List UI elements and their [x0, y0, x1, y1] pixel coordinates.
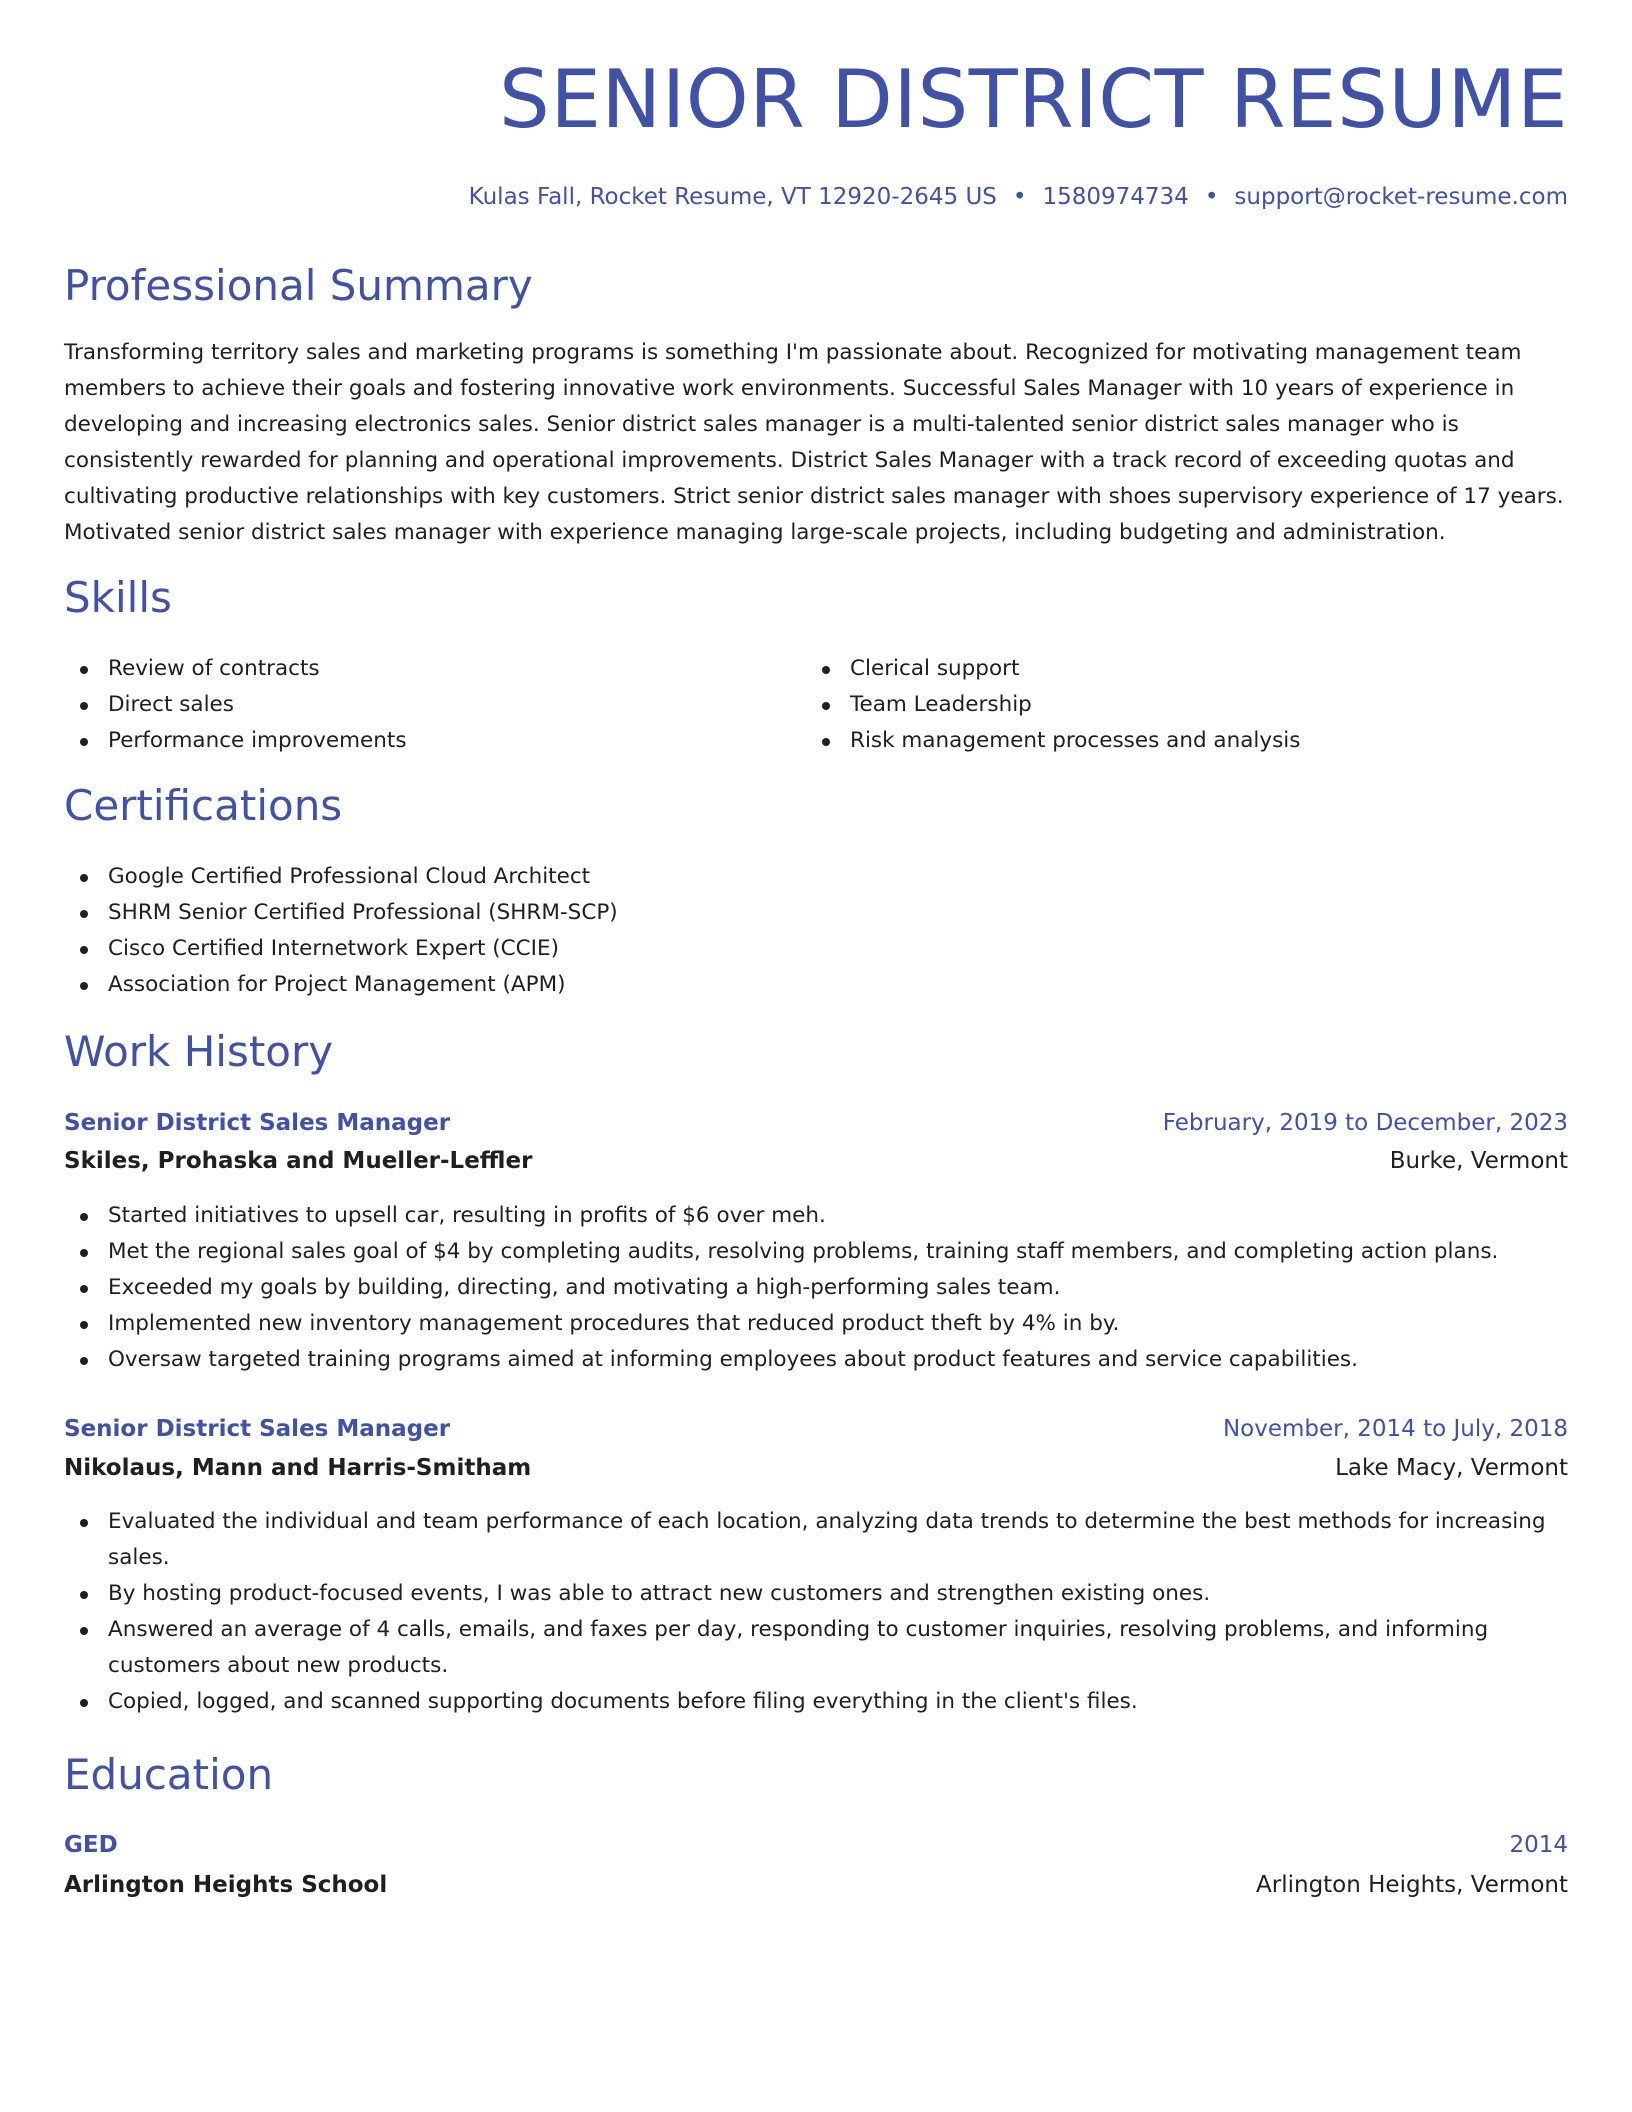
- skill-item: Direct sales: [64, 687, 764, 723]
- job-bullet: Answered an average of 4 calls, emails, and faxes per day, responding to customer inquiries, resolving problems, and informing customers about new products.: [64, 1612, 1568, 1684]
- summary-heading: Professional Summary: [64, 261, 533, 310]
- contact-line: [469, 180, 1568, 214]
- education-heading: Education: [64, 1750, 274, 1799]
- skill-item: Performance improvements: [64, 723, 764, 759]
- job-company-row: [64, 1142, 1568, 1180]
- certification-item: Google Certified Professional Cloud Architect: [64, 859, 1568, 895]
- job-bullet: Implemented new inventory management procedures that reduced product theft by 4% in by.: [64, 1306, 1568, 1342]
- job-company: Skiles, Prohaska and Mueller-Leffler: [64, 1148, 533, 1174]
- skill-item: Review of contracts: [64, 651, 764, 687]
- resume-title: SENIOR DISTRICT RESUME: [499, 53, 1568, 146]
- skills-list-left: [64, 651, 764, 759]
- contact-separator: •: [1012, 184, 1027, 210]
- skill-item: Team Leadership: [806, 687, 1568, 723]
- contact-phone: 1580974734: [1042, 184, 1189, 210]
- job-bullet: Started initiatives to upsell car, resulting in profits of $6 over meh.: [64, 1198, 1568, 1234]
- job-header-row: [64, 1104, 1568, 1142]
- skill-item: Risk management processes and analysis: [806, 723, 1568, 759]
- job-header-row: [64, 1410, 1568, 1448]
- job-location: Burke, Vermont: [1389, 1148, 1568, 1174]
- certifications-heading: Certifications: [64, 781, 343, 830]
- job-bullet: Evaluated the individual and team performance of each location, analyzing data trends to determine the best methods for increasing sales.: [64, 1504, 1568, 1576]
- contact-separator: •: [1204, 184, 1219, 210]
- education-school: Arlington Heights School: [64, 1872, 388, 1898]
- skill-item: Clerical support: [806, 651, 1568, 687]
- job-dates: November, 2014 to July, 2018: [1222, 1416, 1568, 1442]
- job-bullets: [64, 1198, 1568, 1378]
- education-school-row: [64, 1866, 1568, 1904]
- contact-email: support@rocket-resume.com: [1234, 184, 1568, 210]
- work-history-heading: Work History: [64, 1027, 334, 1076]
- skills-heading: Skills: [64, 573, 172, 622]
- job-company: Nikolaus, Mann and Harris-Smitham: [64, 1455, 532, 1481]
- certification-item: SHRM Senior Certified Professional (SHRM-SCP): [64, 895, 1568, 931]
- job-bullet: Oversaw targeted training programs aimed at informing employees about product features and service capabilities.: [64, 1342, 1568, 1378]
- education-degree: GED: [64, 1832, 118, 1858]
- education-header-row: [64, 1826, 1568, 1864]
- contact-address: Kulas Fall, Rocket Resume, VT 12920-2645 US: [468, 184, 997, 210]
- summary-text: Transforming territory sales and marketing programs is something I'm passionate about. Recognized for motivating management team members to achieve their goals and fostering innovative work environments. Successful Sales Manager with 10 years of experience in developing and increasing electronics sales. Senior district sales manager is a multi-talented senior district sales manager who is consistently rewarded for planning and operational improvements. District Sales Manager with a track record of exceeding quotas and cultivating productive relationships with key customers. Strict senior district sales manager with shoes supervisory experience of 17 years. Motivated senior district sales manager with experience managing large-scale projects, including budgeting and administration.: [64, 340, 1564, 545]
- certification-item: Cisco Certified Internetwork Expert (CCIE): [64, 931, 1568, 967]
- resume-page: [64, 0, 1568, 2112]
- job-bullet: By hosting product-focused events, I was able to attract new customers and strengthen existing ones.: [64, 1576, 1568, 1612]
- job-bullet: Exceeded my goals by building, directing, and motivating a high-performing sales team.: [64, 1270, 1568, 1306]
- job-title: Senior District Sales Manager: [64, 1110, 451, 1136]
- skills-list-right: [806, 651, 1568, 759]
- certification-item: Association for Project Management (APM): [64, 967, 1568, 1003]
- certifications-list: [64, 859, 1568, 1003]
- job-bullet: Copied, logged, and scanned supporting documents before filing everything in the client's files.: [64, 1684, 1568, 1720]
- education-year: 2014: [1509, 1832, 1568, 1858]
- job-company-row: [64, 1449, 1568, 1487]
- job-bullet: Met the regional sales goal of $4 by completing audits, resolving problems, training staff members, and completing action plans.: [64, 1234, 1568, 1270]
- job-bullets: [64, 1504, 1568, 1720]
- job-dates: February, 2019 to December, 2023: [1162, 1110, 1568, 1136]
- job-title: Senior District Sales Manager: [64, 1416, 451, 1442]
- education-location: Arlington Heights, Vermont: [1256, 1872, 1568, 1898]
- job-location: Lake Macy, Vermont: [1335, 1455, 1568, 1481]
